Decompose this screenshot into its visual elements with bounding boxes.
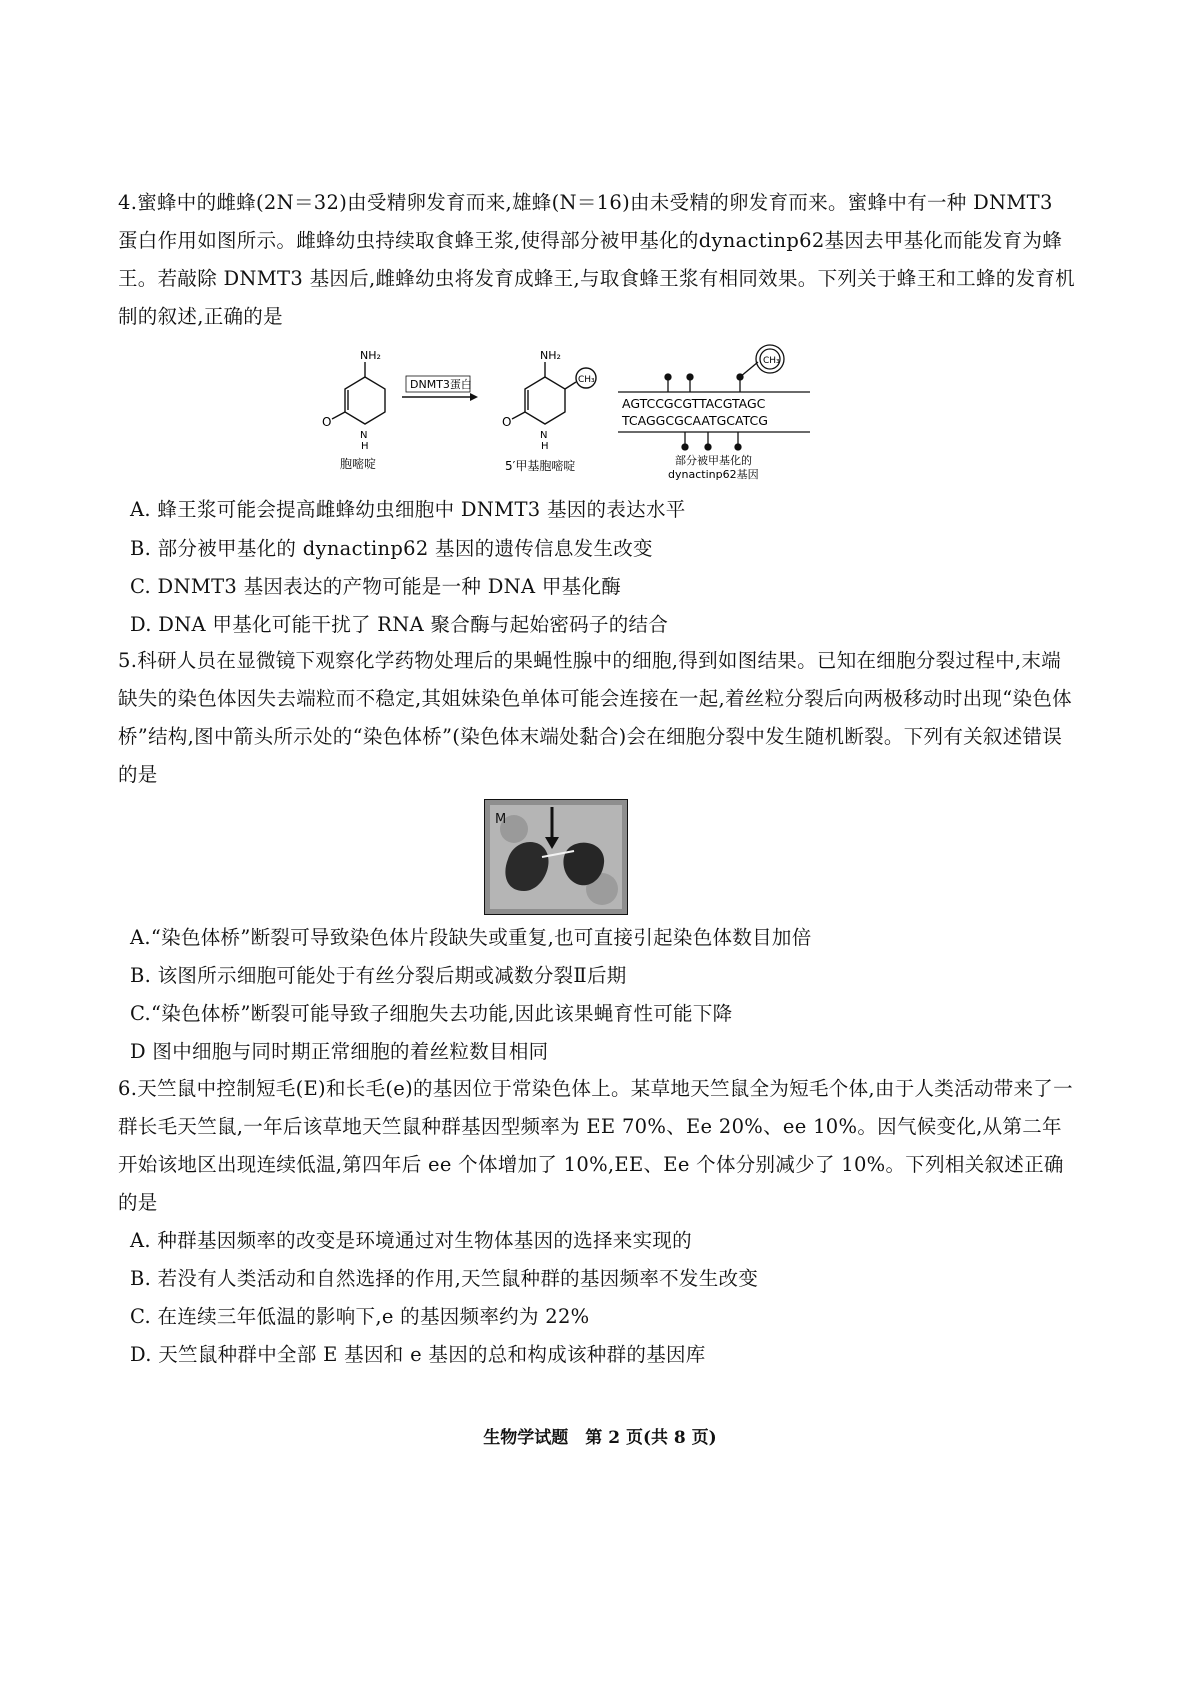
question-6-option-a: A. 种群基因频率的改变是环境通过对生物体基因的选择来实现的 <box>130 1229 692 1252</box>
reaction-arrowhead <box>470 393 478 401</box>
dna-methyl-label: CH₃ <box>763 356 780 366</box>
methylcytosine-label: 5′甲基胞嘧啶 <box>505 459 576 473</box>
question-4-option-a: A. 蜂王浆可能会提高雌蜂幼虫细胞中 DNMT3 基因的表达水平 <box>130 498 686 521</box>
question-5-option-b: B. 该图所示细胞可能处于有丝分裂后期或减数分裂Ⅱ后期 <box>130 964 627 987</box>
question-4 <box>118 184 1078 336</box>
methylcytosine-o: O <box>502 415 512 429</box>
page-footer: 生物学试题 第 2 页(共 8 页) <box>483 1428 717 1448</box>
question-5-option-a: A.“染色体桥”断裂可导致染色体片段缺失或重复,也可直接引起染色体数目加倍 <box>130 926 812 949</box>
methylcytosine-nh2: NH₂ <box>540 349 561 362</box>
chromosome-bridge-figure <box>484 799 628 915</box>
question-6-option-c: C. 在连续三年低温的影响下,e 的基因频率约为 22% <box>130 1305 590 1328</box>
micrograph-label-m: M <box>495 812 507 827</box>
methyl-group-label: CH₃ <box>578 375 595 385</box>
question-4-stem: 4.蜜蜂中的雌蜂(2N＝32)由受精卵发育而来,雄蜂(N＝16)由未受精的卵发育而来。蜜蜂中有一种 DNMT3 蛋白作用如图所示。雌蜂幼虫持续取食蜂王浆,使得部分被甲基化的dynactinp62基因去甲基化而能发育为蜂王。若敲除 DNMT3 基因后,雌蜂幼虫将发育成蜂王,与取食蜂王浆有相同效果。下列关于蜂王和工蜂的发育机制的叙述,正确的是 <box>118 191 1075 328</box>
question-5 <box>118 642 1078 794</box>
dna-bottom-sequence: TCAGGCGCAATGCATCG <box>622 413 768 428</box>
question-4-option-c: C. DNMT3 基因表达的产物可能是一种 DNA 甲基化酶 <box>130 575 622 598</box>
question-6-stem: 6.天竺鼠中控制短毛(E)和长毛(e)的基因位于常染色体上。某草地天竺鼠全为短毛个体,由于人类活动带来了一群长毛天竺鼠,一年后该草地天竺鼠种群基因型频率为 EE 70%、Ee 20%、ee 10%。因气候变化,从第二年开始该地区出现连续低温,第四年后 ee 个体增加了 10%,EE、Ee 个体分别减少了 10%。下列相关叙述正确的是 <box>118 1077 1073 1214</box>
question-6 <box>118 1070 1078 1222</box>
question-5-option-c: C.“染色体桥”断裂可能导致子细胞失去功能,因此该果蝇育性可能下降 <box>130 1002 733 1025</box>
question-6-option-d: D. 天竺鼠种群中全部 E 基因和 e 基因的总和构成该种群的基因库 <box>130 1343 706 1366</box>
cytosine-nh2: NH₂ <box>360 349 381 362</box>
arrow-label: DNMT3蛋白 <box>410 378 472 391</box>
cytosine-structure <box>332 362 385 424</box>
question-4-option-b: B. 部分被甲基化的 dynactinp62 基因的遗传信息发生改变 <box>130 537 653 560</box>
question-6-option-b: B. 若没有人类活动和自然选择的作用,天竺鼠种群的基因频率不发生改变 <box>130 1267 759 1290</box>
micrograph-image <box>484 799 628 915</box>
cytosine-o: O <box>322 415 332 429</box>
question-4-option-d: D. DNA 甲基化可能干扰了 RNA 聚合酶与起始密码子的结合 <box>130 613 669 636</box>
dnmt3-diagram <box>320 342 820 492</box>
question-5-option-d: D 图中细胞与同时期正常细胞的着丝粒数目相同 <box>130 1040 549 1063</box>
methylcytosine-n: N <box>540 430 548 441</box>
methylcytosine-h: H <box>541 441 549 452</box>
gene-label-line-1: 部分被甲基化的 <box>675 454 752 467</box>
methylcytosine-structure <box>512 362 596 424</box>
dna-top-sequence: AGTCCGCGTTACGTAGC <box>622 396 766 411</box>
cytosine-h: H <box>361 441 369 452</box>
dnmt3-figure <box>320 342 820 492</box>
cytosine-n: N <box>360 430 368 441</box>
question-5-stem: 5.科研人员在显微镜下观察化学药物处理后的果蝇性腺中的细胞,得到如图结果。已知在细胞分裂过程中,末端缺失的染色体因失去端粒而不稳定,其姐妹染色单体可能会连接在一起,着丝粒分裂后向两极移动时出现“染色体桥”结构,图中箭头所示处的“染色体桥”(染色体末端处黏合)会在细胞分裂中发生随机断裂。下列有关叙述错误的是 <box>118 649 1072 786</box>
cytosine-label: 胞嘧啶 <box>340 457 377 471</box>
gene-label-line-2: dynactinp62基因 <box>668 468 759 481</box>
